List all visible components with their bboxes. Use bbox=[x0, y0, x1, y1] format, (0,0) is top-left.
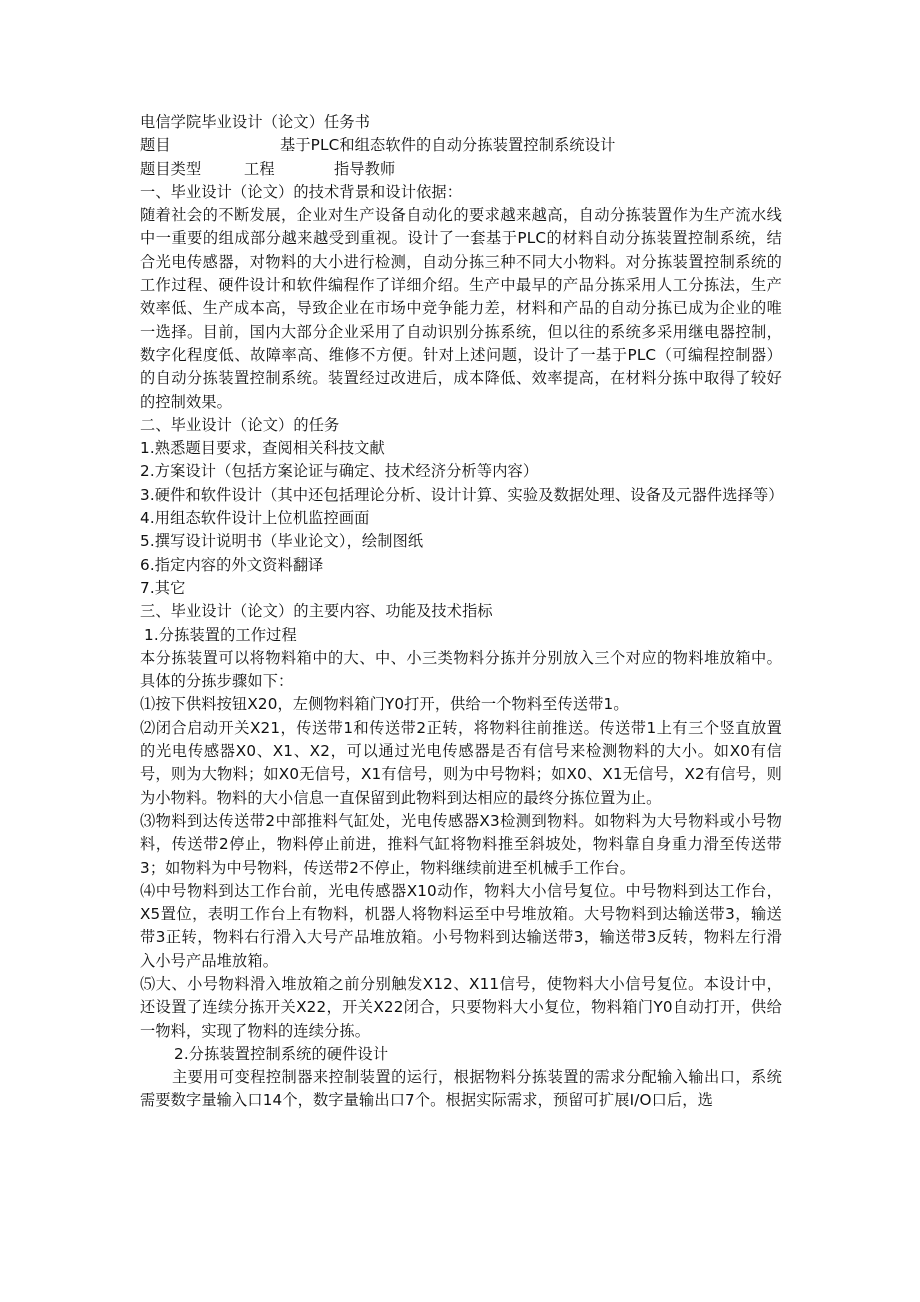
subsection1-heading: 1.分拣装置的工作过程 bbox=[144, 625, 297, 644]
type-label: 题目类型 bbox=[140, 159, 202, 178]
topic-label: 题目 bbox=[140, 136, 171, 155]
sorting-step: ⑷中号物料到达工作台前，光电传感器X10动作，物料大小信号复位。中号物料到达工作台，X5置位，表明工作台上有物料，机器人将物料运至中号堆放箱。大号物料到达输送带3，输送带3正转，物料右行滑入大号产品堆放箱。小号物料到达输送带3，输送带3反转，物料左行滑入小号产品堆放箱。 bbox=[140, 881, 782, 970]
section1-body: 随着社会的不断发展，企业对生产设备自动化的要求越来越高，自动分拣装置作为生产流水线中一重要的组成部分越来越受到重视。设计了一套基于PLC的材料自动分拣装置控制系统，结合光电传感器，对物料的大小进行检测，自动分拣三种不同大小物料。对分拣装置控制系统的工作过程、硬件设计和软件编程作了详细介绍。生产中最早的产品分拣采用人工分拣法，生产效率低、生产成本高，导致企业在市场中竞争能力差，材料和产品的自动分拣已成为企业的唯一选择。目前，国内大部分企业采用了自动识别分拣系统，但以往的系统多采用继电器控制，数字化程度低、故障率高、维修不方便。针对上述问题，设计了一基于PLC（可编程控制器）的自动分拣装置控制系统。装置经过改进后，成本降低、效率提高，在材料分拣中取得了较好的控制效果。 bbox=[140, 206, 782, 411]
task-item: 2.方案设计（包括方案论证与确定、技术经济分析等内容） bbox=[140, 462, 539, 481]
topic-row bbox=[140, 134, 782, 157]
document-title: 电信学院毕业设计（论文）任务书 bbox=[140, 113, 371, 131]
section3-heading: 三、毕业设计（论文）的主要内容、功能及技术指标 bbox=[140, 602, 493, 621]
topic-value: 基于PLC和组态软件的自动分拣装置控制系统设计 bbox=[280, 136, 616, 155]
task-item: 3.硬件和软件设计（其中还包括理论分析、设计计算、实验及数据处理、设备及元器件选择等） bbox=[140, 485, 784, 504]
document-body bbox=[140, 111, 782, 1113]
task-item: 6.指定内容的外文资料翻译 bbox=[140, 555, 324, 574]
sorting-step: ⑴按下供料按钮X20，左侧物料箱门Y0打开，供给一个物料至传送带1。 bbox=[140, 695, 629, 714]
task-item: 5.撰写设计说明书（毕业论文），绘制图纸 bbox=[140, 532, 424, 551]
advisor-label: 指导教师 bbox=[334, 159, 396, 178]
sorting-step: ⑵闭合启动开关X21，传送带1和传送带2正转，将物料往前推送。传送带1上有三个竖直放置的光电传感器X0、X1、X2，可以通过光电传感器是否有信号来检测物料的大小。如X0有信号，则为大物料；如X0无信号，X1有信号，则为中号物料；如X0、X1无信号，X2有信号，则为小物料。物料的大小信息一直保留到此物料到达相应的最终分拣位置为止。 bbox=[140, 718, 782, 807]
type-value: 工程 bbox=[244, 159, 275, 178]
subsection1-intro: 本分拣装置可以将物料箱中的大、中、小三类物料分拣并分别放入三个对应的物料堆放箱中。具体的分拣步骤如下： bbox=[140, 648, 782, 691]
subsection2-heading: 2.分拣装置控制系统的硬件设计 bbox=[174, 1044, 389, 1063]
section2-heading: 二、毕业设计（论文）的任务 bbox=[140, 415, 340, 434]
task-item: 7.其它 bbox=[140, 578, 186, 597]
task-item: 1.熟悉题目要求，查阅相关科技文献 bbox=[140, 439, 385, 458]
task-item: 4.用组态软件设计上位机监控画面 bbox=[140, 509, 370, 528]
subsection2-body: 主要用可变程控制器来控制装置的运行，根据物料分拣装置的需求分配输入输出口，系统需要数字量输入口14个，数字量输出口7个。根据实际需求，预留可扩展I/O口后，选 bbox=[140, 1068, 782, 1110]
section1-heading: 一、毕业设计（论文）的技术背景和设计依据： bbox=[140, 182, 463, 201]
sorting-step: ⑶物料到达传送带2中部推料气缸处，光电传感器X3检测到物料。如物料为大号物料或小号物料，传送带2停止，物料停止前进，推料气缸将物料推至斜坡处，物料靠自身重力滑至传送带3；如物料为中号物料，传送带2不停止，物料继续前进至机械手工作台。 bbox=[140, 811, 782, 877]
type-row bbox=[140, 158, 782, 181]
sorting-step: ⑸大、小号物料滑入堆放箱之前分别触发X12、X11信号，使物料大小信号复位。本设计中，还设置了连续分拣开关X22，开关X22闭合，只要物料大小复位，物料箱门Y0自动打开，供给一物料，实现了物料的连续分拣。 bbox=[140, 974, 782, 1040]
